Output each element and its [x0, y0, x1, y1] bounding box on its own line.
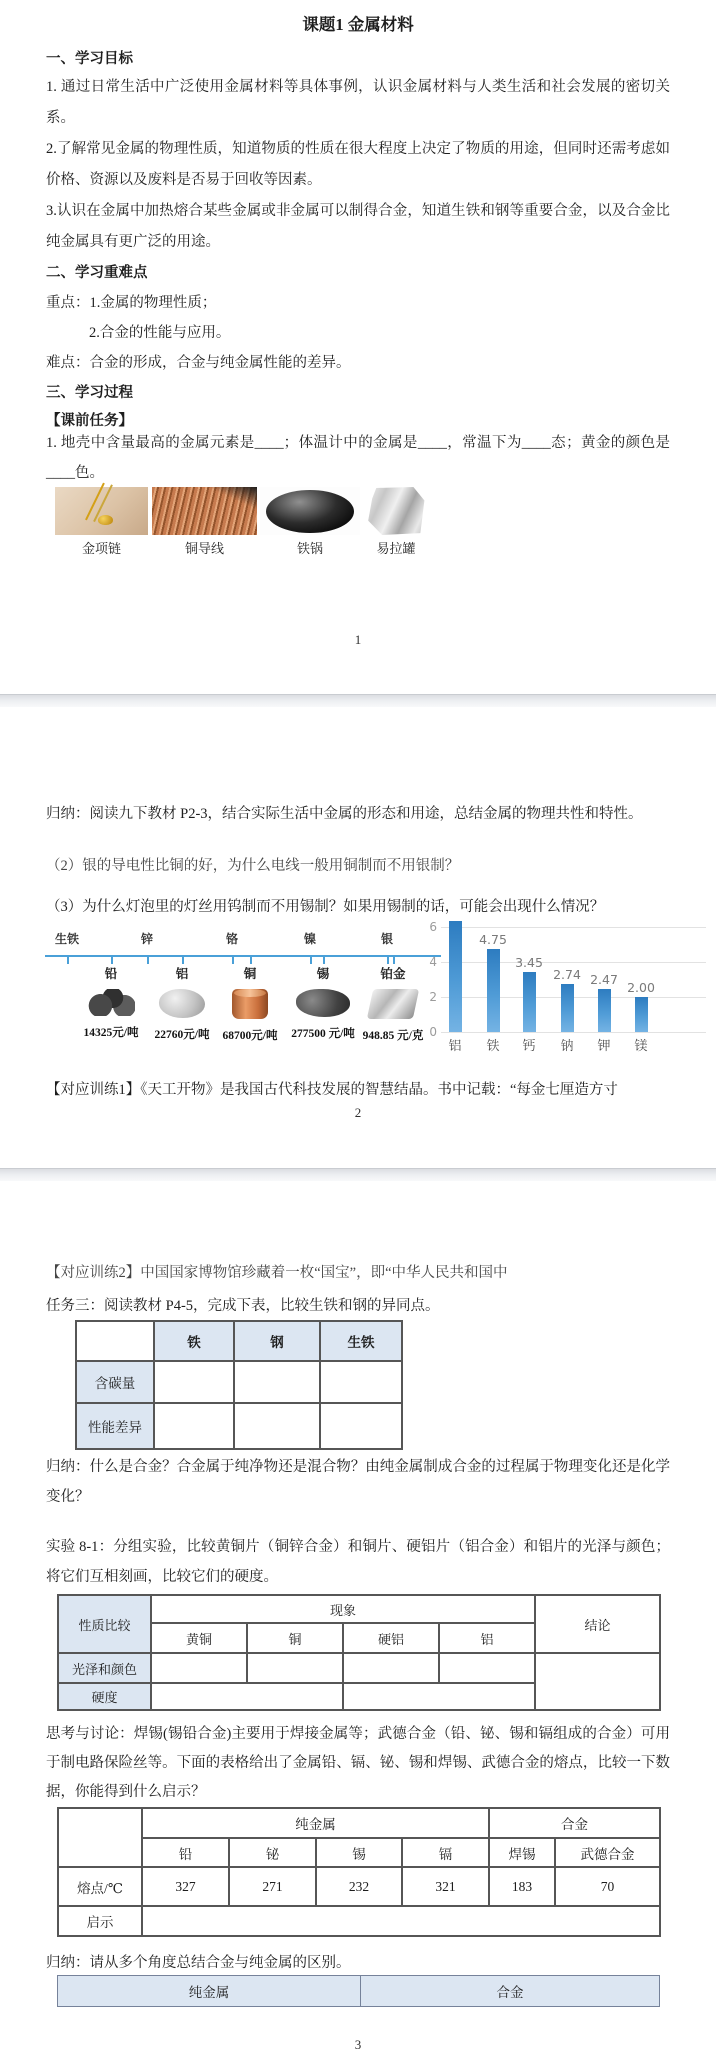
header-cell-duralumin: 硬铝: [343, 1623, 439, 1653]
timeline-tick: [393, 957, 395, 964]
row-label-carbon-content: 含碳量: [76, 1361, 154, 1403]
table-header-row: [76, 1321, 402, 1361]
photo-caption: 金项链: [81, 541, 121, 556]
header-cell-brass: 黄铜: [151, 1623, 247, 1653]
y-axis-tick-label: 2: [429, 990, 437, 1004]
page-1: [0, 0, 716, 695]
bar-value-label: 3.45: [515, 954, 543, 970]
empty-cell: [320, 1361, 402, 1403]
empty-cell: [343, 1683, 535, 1710]
header-cell-pure-metal: 纯金属: [142, 1808, 489, 1838]
header-cell-iron: 铁: [154, 1321, 234, 1361]
experiment-8-1-paragraph: 实验 8-1：分组实验，比较黄铜片（铜锌合金）和铜片、硬铝片（铝合金）和铝片的光泽与颜色；将它们互相刻画，比较它们的硬度。: [46, 1539, 670, 1585]
lead-sample-image: [87, 989, 135, 1016]
bar-value-label: 2.47: [590, 971, 618, 987]
timeline-tick: [323, 957, 325, 964]
cell-pure-metal: 纯金属: [58, 1976, 361, 2007]
summary-difference-line: 归纳：请从多个角度总结合金与纯金属的区别。: [46, 1955, 351, 1971]
timeline-tick: [67, 957, 69, 964]
price-figure-item: [210, 966, 290, 1043]
x-axis-category-label: 钠: [560, 1038, 574, 1053]
iron-steel-comparison-table: [75, 1320, 403, 1450]
task-3-line: 任务三：阅读教材 P4-5，完成下表，比较生铁和钢的异同点。: [46, 1298, 440, 1314]
empty-corner-cell: [76, 1321, 154, 1361]
platinum-sample-image: [367, 989, 419, 1019]
bar-value-label: 2.00: [627, 980, 655, 995]
page-number-3: 3: [354, 2037, 362, 2052]
empty-corner-cell: [58, 1808, 142, 1867]
header-cell-steel: 钢: [234, 1321, 320, 1361]
header-cell-lead: 铅: [142, 1838, 229, 1867]
page-2: [0, 707, 716, 1168]
timeline-tick: [111, 957, 113, 964]
header-cell-copper: 铜: [247, 1623, 343, 1653]
bar-value-label: 2.74: [553, 967, 581, 983]
metal-name-label: 铜: [243, 967, 257, 981]
timeline-tick: [232, 957, 234, 964]
photo-caption: 铁锅: [296, 541, 323, 556]
training-1-line: 【对应训练1】《天工开物》是我国古代科技发展的智慧结晶。书中记载：“每金七厘造方寸: [46, 1082, 618, 1098]
timeline-axis-label-zinc: 锌: [140, 932, 154, 946]
page-number-2: 2: [354, 1105, 362, 1120]
tin-sample-image: [296, 989, 350, 1017]
empty-cell: [439, 1653, 535, 1683]
chart-bar: [487, 949, 500, 1032]
melting-value: 327: [142, 1867, 229, 1906]
table-subheader-row: [58, 1838, 660, 1867]
row-label-hint: 启示: [58, 1906, 142, 1936]
empty-cell: [234, 1403, 320, 1449]
empty-cell: [151, 1683, 343, 1710]
y-axis-tick-label: 0: [429, 1025, 437, 1039]
x-axis-category-label: 铝: [448, 1038, 462, 1053]
timeline-axis-label-nickel: 镍: [303, 932, 317, 946]
heading-learning-process: 三、学习过程: [46, 385, 133, 401]
metal-name-label: 锡: [316, 967, 330, 981]
page-3: [0, 1180, 716, 2056]
header-cell-bismuth: 铋: [229, 1838, 316, 1867]
header-cell-alloy: 合金: [489, 1808, 660, 1838]
chart-gridline: [441, 927, 706, 928]
photo-caption: 易拉罐: [376, 541, 416, 556]
cell-alloy: 合金: [361, 1976, 660, 2007]
pure-vs-alloy-table: [57, 1975, 660, 2007]
row-label-hardness: 硬度: [58, 1683, 151, 1710]
goal-2-paragraph: 2.了解常见金属的物理性质，知道物质的性质在很大程度上决定了物质的用途，但同时还需考虑如价格、资源以及废料是否易于回收等因素。: [46, 141, 670, 188]
melting-value: 183: [489, 1867, 555, 1906]
x-axis-category-label: 铁: [486, 1038, 500, 1053]
x-axis-category-label: 钙: [522, 1038, 536, 1053]
difficulty-line: 难点：合金的形成，合金与纯金属性能的差异。: [46, 355, 351, 371]
empty-cell: [247, 1653, 343, 1683]
empty-cell: [343, 1653, 439, 1683]
x-axis-category-label: 钾: [597, 1038, 611, 1053]
header-cell-tin: 锡: [316, 1838, 402, 1867]
aluminum-can-photo: [367, 487, 425, 556]
melting-point-row: [58, 1867, 660, 1906]
table-row: [58, 1653, 660, 1683]
copper-wire-photo: [152, 487, 257, 556]
header-cell-aluminum: 铝: [439, 1623, 535, 1653]
heading-key-points: 二、学习重难点: [46, 265, 148, 281]
chart-bar: [635, 997, 648, 1032]
heading-learning-goals: 一、学习目标: [46, 51, 133, 67]
row-label-luster-color: 光泽和颜色: [58, 1653, 151, 1683]
question-3-line: （3）为什么灯泡里的灯丝用钨制而不用锡制？如果用锡制的话，可能会出现什么情况？: [46, 899, 605, 915]
metal-price-label: 14325元/吨: [83, 1027, 139, 1039]
header-cell-cadmium: 镉: [402, 1838, 489, 1867]
iron-wok-photo: [260, 487, 360, 556]
document-title: 课题1 金属材料: [302, 15, 414, 34]
empty-cell: [234, 1361, 320, 1403]
chart-bar: [561, 984, 574, 1032]
aluminum-sample-image: [159, 989, 205, 1018]
y-axis-tick-label: 6: [429, 920, 437, 934]
timeline-tick: [182, 957, 184, 964]
metal-name-label: 铝: [175, 967, 189, 981]
timeline-axis-label-silver: 银: [380, 932, 394, 946]
metal-price-label: 22760元/吨: [154, 1029, 210, 1041]
clipped-question-2-line: [46, 858, 670, 876]
page-break-1: [0, 694, 716, 707]
clipped-training-2-text: 【对应训练2】中国国家博物馆珍藏着一枚“国宝”，即“中华人民共和国中: [46, 1265, 508, 1281]
timeline-tick: [310, 957, 312, 964]
header-cell-woods-metal: 武德合金: [555, 1838, 660, 1867]
heading-pre-class-task: 【课前任务】: [46, 413, 133, 429]
chart-gridline: [441, 1032, 706, 1033]
timeline-tick: [147, 957, 149, 964]
timeline-tick: [250, 957, 252, 964]
corner-cell-property-compare: 性质比较: [58, 1595, 151, 1653]
goal-3-paragraph: 3.认识在金属中加热熔合某些金属或非金属可以制得合金，知道生铁和钢等重要合金，以及合金比纯金属具有更广泛的用途。: [46, 203, 670, 250]
header-cell-solder: 焊锡: [489, 1838, 555, 1867]
gold-necklace-image: [55, 487, 148, 535]
keypoint-2-line: 2.合金的性能与应用。: [89, 325, 231, 341]
table-row: [76, 1361, 402, 1403]
hint-row: [58, 1906, 660, 1936]
fill-blank-question-1: 1. 地壳中含量最高的金属元素是____；体温计中的金属是____，常温下为____态；黄金的颜色是____色。: [46, 435, 670, 481]
empty-conclusion-cell: [535, 1653, 660, 1710]
timeline-axis-line: [45, 955, 441, 957]
melting-value: 321: [402, 1867, 489, 1906]
gold-necklace-photo: [55, 487, 148, 556]
aluminum-can-image: [367, 487, 425, 535]
iron-wok-image: [260, 487, 360, 535]
empty-cell: [154, 1361, 234, 1403]
y-axis-tick-label: 4: [429, 955, 437, 969]
header-cell-pig-iron: 生铁: [320, 1321, 402, 1361]
discussion-paragraph: 思考与讨论：焊锡(锡铅合金)主要用于焊接金属等；武德合金（铅、铋、锡和镉组成的合金）可用于制电路保险丝等。下面的表格给出了金属铅、镉、铋、锡和焊锡、武德合金的熔点，比较一下数据，你能得到什么启示？: [46, 1726, 670, 1800]
metal-price-label: 948.85 元/克: [362, 1030, 424, 1042]
goal-1-paragraph: 1. 通过日常生活中广泛使用金属材料等具体事例，认识金属材料与人类生活和社会发展的密切关系。: [46, 79, 670, 126]
property-comparison-table: [57, 1594, 661, 1711]
page-number-1: 1: [354, 632, 362, 647]
price-figure-item: [71, 966, 151, 1040]
table-header-row: [58, 1595, 660, 1623]
header-cell-conclusion: 结论: [535, 1595, 660, 1653]
melting-value: 70: [555, 1867, 660, 1906]
clipped-question-2-text: （2）银的导电性比铜的好，为什么电线一般用铜制而不用银制？: [46, 858, 460, 874]
chart-gridline: [441, 962, 706, 963]
empty-hint-cell: [142, 1906, 660, 1936]
empty-cell: [154, 1403, 234, 1449]
metal-name-label: 铅: [104, 967, 118, 981]
row-label-performance: 性能差异: [76, 1403, 154, 1449]
empty-cell: [151, 1653, 247, 1683]
metal-price-label: 277500 元/吨: [291, 1028, 355, 1040]
clipped-training-2-line: [46, 1265, 670, 1284]
x-axis-category-label: 镁: [634, 1038, 648, 1053]
keypoint-1-line: 重点：1.金属的物理性质；: [46, 295, 217, 311]
crust-bar-chart: [415, 917, 710, 1067]
chart-bar: [449, 921, 462, 1032]
timeline-axis-label-pig-iron: 生铁: [54, 932, 80, 946]
table-row: [76, 1403, 402, 1449]
melting-value: 232: [316, 1867, 402, 1906]
melting-point-table: [57, 1807, 661, 1937]
timeline-tick: [387, 957, 389, 964]
metal-price-label: 68700元/吨: [222, 1030, 278, 1042]
table-header-row: [58, 1808, 660, 1838]
price-figure-item: [283, 966, 363, 1041]
bar-value-label: 4.75: [479, 931, 507, 947]
summary-alloy-paragraph: 归纳：什么是合金？合金属于纯净物还是混合物？由纯金属制成合金的过程属于物理变化还是化学变化？: [46, 1459, 670, 1505]
photo-caption: 铜导线: [184, 541, 224, 556]
header-cell-phenomenon: 现象: [151, 1595, 535, 1623]
metal-name-label: 铂金: [380, 967, 406, 981]
timeline-axis-label-chromium: 铬: [225, 932, 239, 946]
melting-value: 271: [229, 1867, 316, 1906]
chart-bar: [523, 972, 536, 1032]
chart-bar: [598, 989, 611, 1032]
empty-cell: [320, 1403, 402, 1449]
row-label-melting-point: 熔点/℃: [58, 1867, 142, 1906]
copper-sample-image: [232, 989, 268, 1019]
metal-price-figure: [45, 922, 445, 1075]
table-row: [58, 1976, 660, 2007]
copper-wire-image: [152, 487, 257, 535]
summary-reading-line: 归纳：阅读九下教材 P2-3，结合实际生活中金属的形态和用途，总结金属的物理共性和特性。: [46, 806, 643, 822]
